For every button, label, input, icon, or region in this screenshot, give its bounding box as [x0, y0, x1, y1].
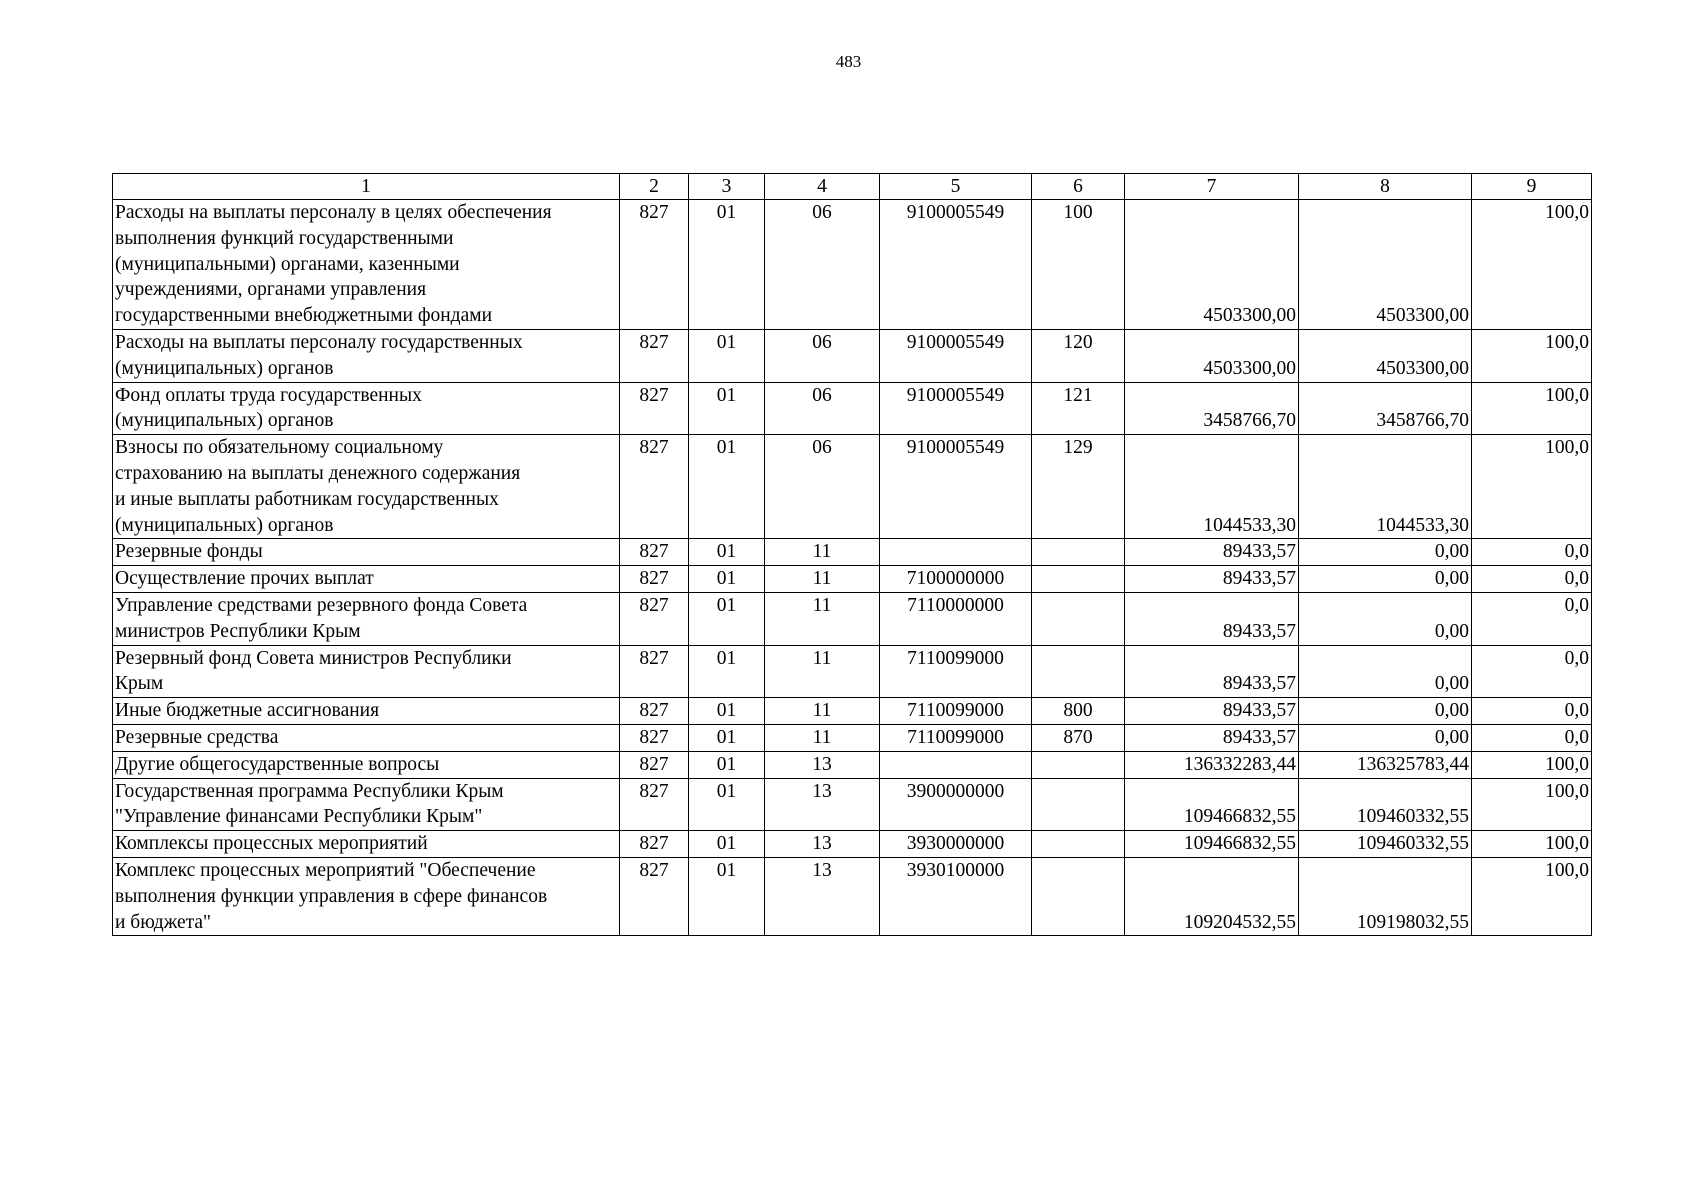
- expense-name-cell: [113, 435, 620, 539]
- column-number-row: [113, 174, 1592, 200]
- expense-name-line: Крым: [115, 673, 164, 695]
- execution-percent-cell: 100,0: [1472, 831, 1592, 858]
- subsection-code-cell: 11: [765, 592, 880, 645]
- expense-name-line: Управление средствами резервного фонда Совета: [115, 594, 528, 616]
- execution-percent-cell: 100,0: [1472, 857, 1592, 935]
- expense-name-cell: [113, 751, 620, 778]
- expense-name-line: Фонд оплаты труда государственных: [115, 384, 422, 406]
- expense-name-cell: [113, 539, 620, 566]
- table-row: [113, 857, 1592, 935]
- expense-type-cell: [1032, 539, 1125, 566]
- grbs-code-cell: 827: [620, 831, 689, 858]
- grbs-code-cell: 827: [620, 566, 689, 593]
- target-article-cell: 7110099000: [880, 724, 1032, 751]
- column-header: 6: [1032, 174, 1125, 200]
- planned-amount-cell: 4503300,00: [1125, 200, 1299, 330]
- target-article-cell: 9100005549: [880, 329, 1032, 382]
- actual-amount-cell: 4503300,00: [1299, 200, 1472, 330]
- section-code-cell: 01: [689, 566, 765, 593]
- expense-type-cell: 120: [1032, 329, 1125, 382]
- subsection-code-cell: 13: [765, 778, 880, 831]
- column-header: 1: [113, 174, 620, 200]
- column-header: 3: [689, 174, 765, 200]
- actual-amount-cell: 0,00: [1299, 698, 1472, 725]
- table-row: [113, 698, 1592, 725]
- grbs-code-cell: 827: [620, 329, 689, 382]
- column-header: 5: [880, 174, 1032, 200]
- grbs-code-cell: 827: [620, 382, 689, 435]
- section-code-cell: 01: [689, 200, 765, 330]
- execution-percent-cell: 0,0: [1472, 698, 1592, 725]
- expense-name-line: министров Республики Крым: [115, 620, 361, 642]
- expense-type-cell: 870: [1032, 724, 1125, 751]
- section-code-cell: 01: [689, 751, 765, 778]
- execution-percent-cell: 100,0: [1472, 778, 1592, 831]
- expense-type-cell: 121: [1032, 382, 1125, 435]
- expense-name-line: (муниципальными) органами, казенными: [115, 253, 460, 275]
- grbs-code-cell: 827: [620, 435, 689, 539]
- expense-type-cell: 129: [1032, 435, 1125, 539]
- expense-type-cell: [1032, 645, 1125, 698]
- expense-name-line: (муниципальных) органов: [115, 410, 334, 432]
- subsection-code-cell: 06: [765, 200, 880, 330]
- expense-name-line: Взносы по обязательному социальному: [115, 437, 444, 459]
- execution-percent-cell: 100,0: [1472, 329, 1592, 382]
- planned-amount-cell: 89433,57: [1125, 592, 1299, 645]
- target-article-cell: 7110099000: [880, 698, 1032, 725]
- subsection-code-cell: 11: [765, 698, 880, 725]
- subsection-code-cell: 11: [765, 645, 880, 698]
- section-code-cell: 01: [689, 698, 765, 725]
- actual-amount-cell: 0,00: [1299, 724, 1472, 751]
- table-row: [113, 724, 1592, 751]
- expense-name-line: Расходы на выплаты персоналу государственных: [115, 331, 523, 353]
- expense-name-line: Резервные средства: [115, 726, 279, 748]
- grbs-code-cell: 827: [620, 200, 689, 330]
- expense-type-cell: [1032, 592, 1125, 645]
- actual-amount-cell: 4503300,00: [1299, 329, 1472, 382]
- expense-name-line: Резервные фонды: [115, 541, 263, 563]
- budget-execution-table: [112, 173, 1592, 936]
- subsection-code-cell: 06: [765, 435, 880, 539]
- actual-amount-cell: 109460332,55: [1299, 831, 1472, 858]
- actual-amount-cell: 0,00: [1299, 566, 1472, 593]
- expense-name-cell: [113, 329, 620, 382]
- expense-name-cell: [113, 778, 620, 831]
- expense-type-cell: [1032, 831, 1125, 858]
- expense-name-cell: [113, 566, 620, 593]
- planned-amount-cell: 89433,57: [1125, 724, 1299, 751]
- table-row: [113, 645, 1592, 698]
- expense-name-cell: [113, 200, 620, 330]
- expense-name-line: Иные бюджетные ассигнования: [115, 700, 380, 722]
- expense-type-cell: [1032, 778, 1125, 831]
- column-header: 2: [620, 174, 689, 200]
- expense-name-line: страхованию на выплаты денежного содержания: [115, 462, 521, 484]
- expense-name-line: (муниципальных) органов: [115, 514, 334, 536]
- table-row: [113, 200, 1592, 330]
- expense-name-line: и иные выплаты работникам государственных: [115, 488, 499, 510]
- expense-type-cell: [1032, 751, 1125, 778]
- execution-percent-cell: 0,0: [1472, 724, 1592, 751]
- expense-name-line: учреждениями, органами управления: [115, 279, 427, 301]
- target-article-cell: 7110099000: [880, 645, 1032, 698]
- target-article-cell: 3930100000: [880, 857, 1032, 935]
- table-row: [113, 778, 1592, 831]
- planned-amount-cell: 89433,57: [1125, 698, 1299, 725]
- expense-type-cell: 100: [1032, 200, 1125, 330]
- table-row: [113, 329, 1592, 382]
- section-code-cell: 01: [689, 435, 765, 539]
- table-row: [113, 566, 1592, 593]
- table-row: [113, 435, 1592, 539]
- section-code-cell: 01: [689, 329, 765, 382]
- target-article-cell: [880, 751, 1032, 778]
- target-article-cell: 9100005549: [880, 200, 1032, 330]
- target-article-cell: 9100005549: [880, 382, 1032, 435]
- expense-name-cell: [113, 724, 620, 751]
- actual-amount-cell: 0,00: [1299, 539, 1472, 566]
- expense-name-line: Расходы на выплаты персоналу в целях обеспечения: [115, 202, 552, 223]
- expense-name-cell: [113, 857, 620, 935]
- section-code-cell: 01: [689, 778, 765, 831]
- planned-amount-cell: 89433,57: [1125, 645, 1299, 698]
- expense-type-cell: [1032, 566, 1125, 593]
- expense-name-cell: [113, 592, 620, 645]
- actual-amount-cell: 136325783,44: [1299, 751, 1472, 778]
- column-header: 9: [1472, 174, 1592, 200]
- grbs-code-cell: 827: [620, 724, 689, 751]
- execution-percent-cell: 100,0: [1472, 200, 1592, 330]
- execution-percent-cell: 0,0: [1472, 566, 1592, 593]
- target-article-cell: 9100005549: [880, 435, 1032, 539]
- execution-percent-cell: 0,0: [1472, 539, 1592, 566]
- expense-name-line: Комплекс процессных мероприятий "Обеспечение: [115, 859, 536, 881]
- expense-name-line: Резервный фонд Совета министров Республики: [115, 647, 512, 669]
- planned-amount-cell: 89433,57: [1125, 539, 1299, 566]
- planned-amount-cell: 3458766,70: [1125, 382, 1299, 435]
- grbs-code-cell: 827: [620, 539, 689, 566]
- table-row: [113, 751, 1592, 778]
- subsection-code-cell: 13: [765, 751, 880, 778]
- grbs-code-cell: 827: [620, 698, 689, 725]
- expense-name-line: Другие общегосударственные вопросы: [115, 753, 440, 775]
- table-body: [113, 200, 1592, 936]
- target-article-cell: 7100000000: [880, 566, 1032, 593]
- expense-name-line: (муниципальных) органов: [115, 357, 334, 379]
- subsection-code-cell: 11: [765, 566, 880, 593]
- column-header: 4: [765, 174, 880, 200]
- page-number: 483: [835, 52, 862, 71]
- actual-amount-cell: 109460332,55: [1299, 778, 1472, 831]
- actual-amount-cell: 0,00: [1299, 592, 1472, 645]
- table-row: [113, 831, 1592, 858]
- expense-name-cell: [113, 645, 620, 698]
- planned-amount-cell: 4503300,00: [1125, 329, 1299, 382]
- planned-amount-cell: 1044533,30: [1125, 435, 1299, 539]
- planned-amount-cell: 136332283,44: [1125, 751, 1299, 778]
- actual-amount-cell: 3458766,70: [1299, 382, 1472, 435]
- expense-name-line: Комплексы процессных мероприятий: [115, 833, 428, 855]
- target-article-cell: 7110000000: [880, 592, 1032, 645]
- target-article-cell: 3900000000: [880, 778, 1032, 831]
- section-code-cell: 01: [689, 382, 765, 435]
- expense-name-cell: [113, 382, 620, 435]
- execution-percent-cell: 0,0: [1472, 645, 1592, 698]
- subsection-code-cell: 11: [765, 539, 880, 566]
- grbs-code-cell: 827: [620, 857, 689, 935]
- expense-name-cell: [113, 831, 620, 858]
- table-row: [113, 592, 1592, 645]
- grbs-code-cell: 827: [620, 751, 689, 778]
- execution-percent-cell: 100,0: [1472, 751, 1592, 778]
- grbs-code-cell: 827: [620, 645, 689, 698]
- subsection-code-cell: 06: [765, 382, 880, 435]
- expense-name-line: выполнения функций государственными: [115, 227, 454, 249]
- planned-amount-cell: 109466832,55: [1125, 778, 1299, 831]
- grbs-code-cell: 827: [620, 778, 689, 831]
- section-code-cell: 01: [689, 857, 765, 935]
- expense-type-cell: [1032, 857, 1125, 935]
- expense-name-line: государственными внебюджетными фондами: [115, 305, 493, 327]
- subsection-code-cell: 13: [765, 857, 880, 935]
- subsection-code-cell: 11: [765, 724, 880, 751]
- execution-percent-cell: 0,0: [1472, 592, 1592, 645]
- execution-percent-cell: 100,0: [1472, 435, 1592, 539]
- subsection-code-cell: 06: [765, 329, 880, 382]
- section-code-cell: 01: [689, 539, 765, 566]
- expense-name-line: Государственная программа Республики Крым: [115, 780, 504, 802]
- expense-name-line: выполнения функции управления в сфере финансов: [115, 885, 548, 907]
- section-code-cell: 01: [689, 831, 765, 858]
- subsection-code-cell: 13: [765, 831, 880, 858]
- section-code-cell: 01: [689, 645, 765, 698]
- target-article-cell: [880, 539, 1032, 566]
- actual-amount-cell: 0,00: [1299, 645, 1472, 698]
- section-code-cell: 01: [689, 592, 765, 645]
- execution-percent-cell: 100,0: [1472, 382, 1592, 435]
- actual-amount-cell: 1044533,30: [1299, 435, 1472, 539]
- planned-amount-cell: 109204532,55: [1125, 857, 1299, 935]
- expense-type-cell: 800: [1032, 698, 1125, 725]
- expense-name-line: "Управление финансами Республики Крым": [115, 806, 483, 828]
- expense-name-cell: [113, 698, 620, 725]
- section-code-cell: 01: [689, 724, 765, 751]
- expense-name-line: и бюджета": [115, 911, 211, 933]
- expense-name-line: Осуществление прочих выплат: [115, 568, 374, 590]
- actual-amount-cell: 109198032,55: [1299, 857, 1472, 935]
- column-header: 8: [1299, 174, 1472, 200]
- table-row: [113, 382, 1592, 435]
- column-header: 7: [1125, 174, 1299, 200]
- table-row: [113, 539, 1592, 566]
- target-article-cell: 3930000000: [880, 831, 1032, 858]
- planned-amount-cell: 109466832,55: [1125, 831, 1299, 858]
- planned-amount-cell: 89433,57: [1125, 566, 1299, 593]
- grbs-code-cell: 827: [620, 592, 689, 645]
